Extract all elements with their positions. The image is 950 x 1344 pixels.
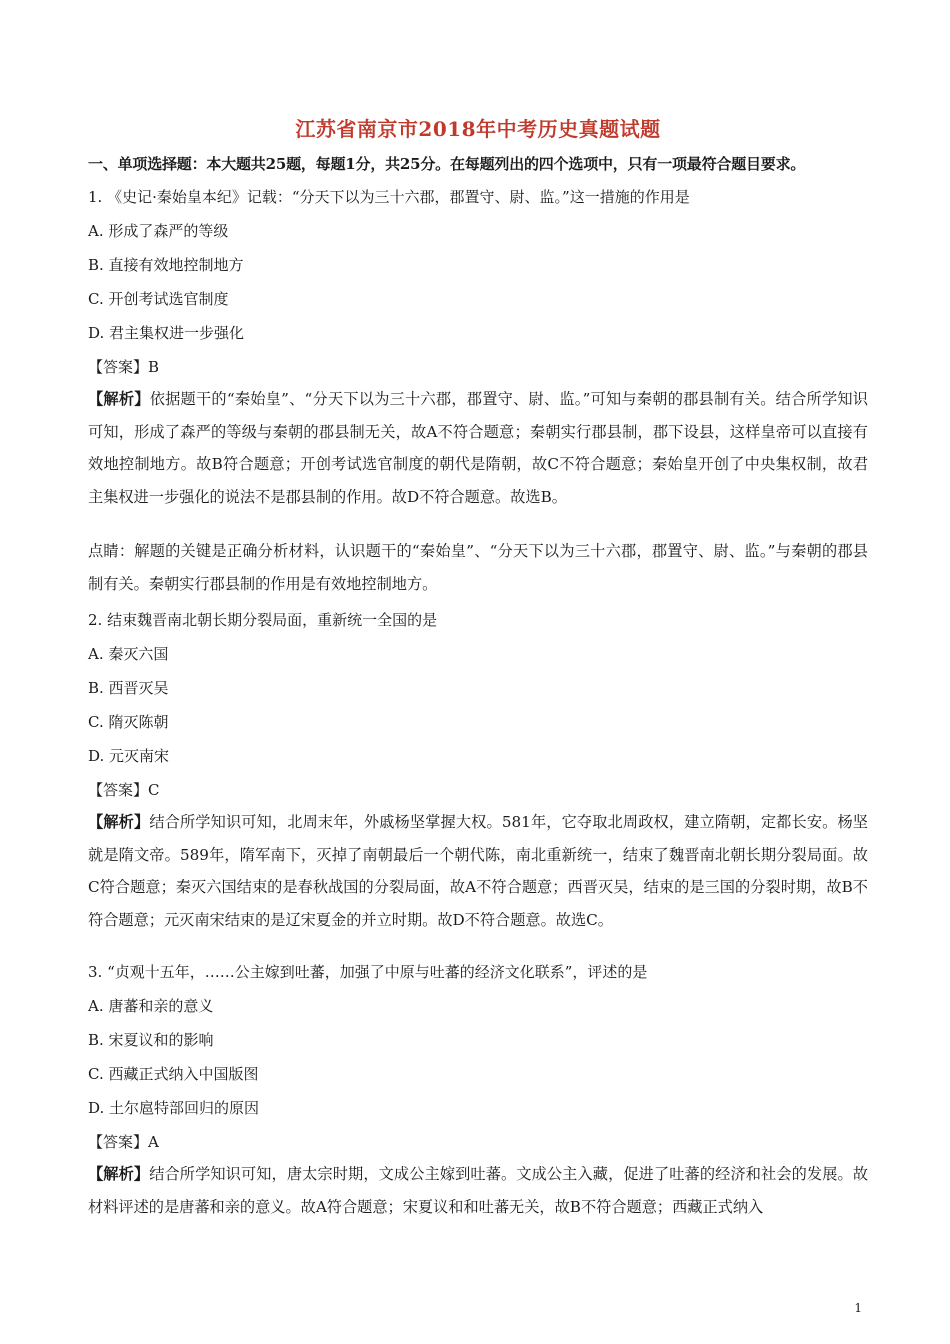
analysis-text: 依据题干的“秦始皇”、“分天下以为三十六郡，郡置守、尉、监。”可知与秦朝的郡县制有关。结合所学知识可知，形成了森严的等级与秦朝的郡县制无关，故A不符合题意；秦朝实行郡县制，郡下设县，这样皇帝可以直接有效地控制地方。故B符合题意；开创考试选官制度的朝代是隋朝，故C不符合题意；秦始皇开创了中央集权制，故君主集权进一步强化的说法不是郡县制的作用。故D不符合题意。故选B。 <box>88 390 868 506</box>
question-3-option-a: A. 唐蕃和亲的意义 <box>88 997 214 1015</box>
question-2-option-c: C. 隋灭陈朝 <box>88 713 169 731</box>
question-1-analysis <box>88 383 868 513</box>
question-1-stem: 1. 《史记·秦始皇本纪》记载：“分天下以为三十六郡，郡置守、尉、监。”这一措施的作用是 <box>88 188 690 206</box>
question-2-analysis <box>88 806 868 936</box>
question-1-tip: 点睛：解题的关键是正确分析材料，认识题干的“秦始皇”、“分天下以为三十六郡，郡置守、尉、监。”与秦朝的郡县制有关。秦朝实行郡县制的作用是有效地控制地方。 <box>88 542 868 593</box>
analysis-tag: 【解析】 <box>88 390 150 408</box>
question-2-option-d: D. 元灭南宋 <box>88 747 170 765</box>
section-heading: 一、单项选择题：本大题共25题，每题1分，共25分。在每题列出的四个选项中，只有一项最符合题目要求。 <box>88 155 806 173</box>
question-1-option-d: D. 君主集权进一步强化 <box>88 324 245 342</box>
question-1-option-b: B. 直接有效地控制地方 <box>88 256 244 274</box>
analysis-text: 结合所学知识可知，北周末年，外戚杨坚掌握大权。581年，它夺取北周政权，建立隋朝，定都长安。杨坚就是隋文帝。589年，隋军南下，灭掉了南朝最后一个朝代陈，南北重新统一，结束了魏晋南北朝长期分裂局面。故C符合题意；秦灭六国结束的是春秋战国的分裂局面，故A不符合题意；西晋灭吴，结束的是三国的分裂时期，故B不符合题意；元灭南宋结束的是辽宋夏金的并立时期。故D不符合题意。故选C。 <box>88 813 868 929</box>
page-number: 1 <box>854 1301 862 1315</box>
question-1-answer: 【答案】B <box>88 358 160 376</box>
question-3-stem: 3. “贞观十五年，……公主嫁到吐蕃，加强了中原与吐蕃的经济文化联系”，评述的是 <box>88 963 648 981</box>
question-3-option-c: C. 西藏正式纳入中国版图 <box>88 1065 259 1083</box>
question-1-option-a: A. 形成了森严的等级 <box>88 222 229 240</box>
question-3-option-d: D. 土尔扈特部回归的原因 <box>88 1099 260 1117</box>
analysis-text: 结合所学知识可知，唐太宗时期，文成公主嫁到吐蕃。文成公主入藏，促进了吐蕃的经济和社会的发展。故材料评述的是唐蕃和亲的意义。故A符合题意；宋夏议和和吐蕃无关，故B不符合题意；西藏正式纳入 <box>88 1165 869 1216</box>
question-1-option-c: C. 开创考试选官制度 <box>88 290 229 308</box>
question-2-stem: 2. 结束魏晋南北朝长期分裂局面，重新统一全国的是 <box>88 611 438 629</box>
question-2-answer: 【答案】C <box>88 781 160 799</box>
document-title: 江苏省南京市2018年中考历史真题试题 <box>295 117 661 141</box>
question-3-option-b: B. 宋夏议和的影响 <box>88 1031 214 1049</box>
question-3-analysis <box>88 1158 868 1223</box>
analysis-tag: 【解析】 <box>88 1165 150 1183</box>
question-3-answer: 【答案】A <box>88 1133 159 1151</box>
analysis-tag: 【解析】 <box>88 813 150 831</box>
question-2-option-b: B. 西晋灭吴 <box>88 679 169 697</box>
question-2-option-a: A. 秦灭六国 <box>88 645 169 663</box>
